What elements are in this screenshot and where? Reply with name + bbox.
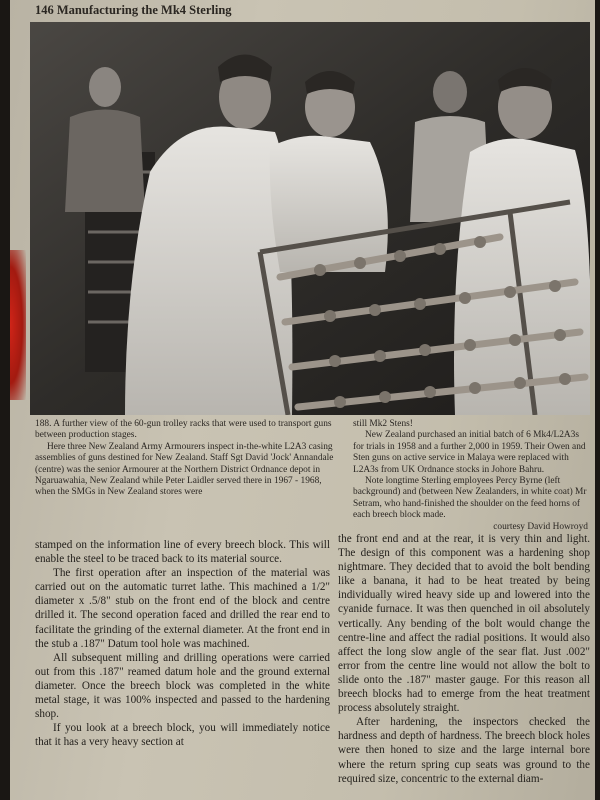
book-page (10, 0, 595, 800)
body-paragraph: the front end and at the rear, it is very thin and light. The design of this component was a hardening shop nightmare. They decided that to avoid the bolt bending like a banana, it had to be heat treated by being individually wired heavy side up and lowered into the cyanide furnace. It was then quenched in oil absolutely vertically. Any bending of the bolt would change the centre-line and affect the radial positions. It would also affect the long slow angle of the sear flat. Just .002" error from the centre line would not allow the bolt to slide onto the .187" master gauge. For this reason all breech blocks had to emerge from the heat treatment process absolutely straight. (338, 533, 590, 715)
caption-right (353, 419, 588, 533)
page-header: 146 Manufacturing the Mk4 Sterling (35, 3, 232, 17)
photo-credit: courtesy David Howroyd (493, 521, 588, 532)
body-paragraph: All subsequent milling and drilling operations were carried out from this .187" reamed datum hole and the ground external diameter. Once the breech block was completed in the white metal stage, it was 100% inspected and passed to the hardening shop. (35, 651, 330, 721)
photo-image (30, 22, 590, 415)
caption-paragraph: still Mk2 Stens! (353, 419, 413, 429)
body-paragraph: The first operation after an inspection of the material was carried out on the automatic turret lathe. This machined a 1/2" diameter x .5/8" stub on the front end of the block and centre drilled it. The second operation faced and drilled the rear end to facilitate the grinding of the external diameter. At the front end in the stub a .187" Datum tool hole was machined. (35, 567, 330, 650)
caption-number-text: 188. A further view of the 60-gun trolley racks that were used to transport guns between production stages. (35, 419, 332, 441)
caption-paragraph: Here three New Zealand Army Armourers inspect in-the-white L2A3 casing assemblies of guns destined for New Zealand. Staff Sgt David 'Jock' Annandale (centre) was the senior Armourer at the Northern District Ordnance depot in Ngaruawahia, New Zealand while Peter Laidler served there in 1967 - 1968, when the SMGs in New Zealand stores were (35, 441, 334, 498)
body-paragraph: If you look at a breech block, you will immediately notice that it has a very heavy section at (35, 722, 330, 749)
red-edge-shape (10, 250, 26, 400)
caption-paragraph: Note longtime Sterling employees Percy Byrne (left background) and (between New Zealanders, in white coat) Mr Setram, who hand-finished the shoulder on the feed horns of each breech block made. (353, 476, 587, 521)
body-column-right (338, 532, 590, 786)
photo-drawing (30, 22, 590, 415)
caption-paragraph: New Zealand purchased an initial batch of 6 Mk4/L2A3s for trials in 1958 and a further 2,000 in 1959. Their Owen and Sten guns on active service in Malaya were replaced with L2A3s from UK Ordnance stocks in Johore Bahru. (353, 430, 586, 475)
body-paragraph: After hardening, the inspectors checked the hardness and depth of hardness. The breech block holes were then honed to size and the large internal bore where the return spring cup seats was ground to the required size, concentric to the external diam- (338, 716, 590, 785)
body-paragraph: stamped on the information line of every breech block. This will enable the steel to be traced back to its material source. (35, 539, 330, 566)
caption-left (35, 419, 335, 499)
body-column-left (35, 538, 330, 749)
